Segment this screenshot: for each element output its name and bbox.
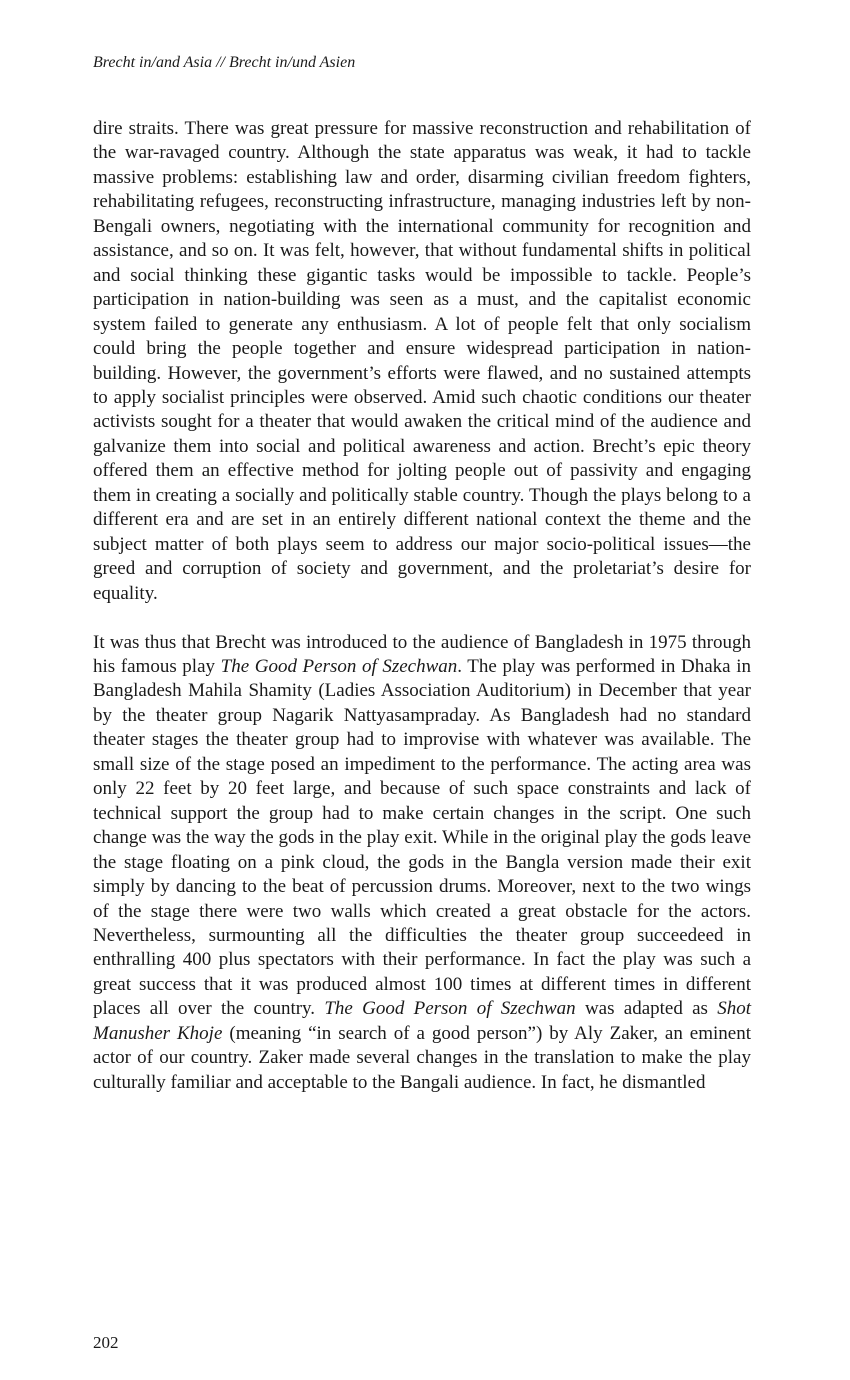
- page-number: 202: [93, 1333, 119, 1352]
- body-text: It was thus that Brecht was introduced to the audience of Bangladesh in 1975 through his famous play: [93, 631, 751, 678]
- page-body: [93, 117, 751, 1095]
- body-text: was adapted as: [575, 998, 718, 1020]
- body-paragraph: dire straits. There was great pressure for massive reconstruction and rehabilitation of the war-ravaged country. Although the state apparatus was weak, it had to tackle massive problems: establishing law and order, disarming civilian freedom fighters, rehabilitating refugees, reconstructing infrastructure, managing industries left by non-Bengali owners, negotiating with the international community for recognition and assistance, and so on. It was felt, however, that without fundamental shifts in political and social thinking these gigantic tasks would be impossible to tackle. People’s participation in nation-building was seen as a must, and the capitalist economic system failed to generate any enthusiasm. A lot of people felt that only socialism could bring the people together and ensure widespread participation in nation-building. However, the government’s efforts were flawed, and no sustained attempts to apply socialist principles were observed. Amid such chaotic conditions our theater activists sought for a theater that would awaken the critical mind of the audience and galvanize them into social and political awareness and action. Brecht’s epic theory offered them an effective method for jolting people out of passivity and engaging them in creating a socially and politically stable country. Though the plays belong to a different era and are set in an entirely different national context the theme and the subject matter of both plays seem to address our major socio-political issues—the greed and corruption of society and government, and the proletariat’s desire for equality.: [93, 118, 751, 604]
- play-title-italic: The Good Person of Szechwan: [220, 656, 458, 678]
- body-paragraph: [93, 631, 751, 1096]
- body-text: . The play was performed in Dhaka in Bangladesh Mahila Shamity (Ladies Association Auditorium) in December that year by the theater group Nagarik Nattyasampraday. As Bangladesh had no standard theater stages the theater group had to improvise with whatever was available. The small size of the stage posed an impediment to the performance. The acting area was only 22 feet by 20 feet large, and because of such space constraints and lack of technical support the group had to make certain changes in the script. One such change was the way the gods in the play exit. While in the original play the gods leave the stage floating on a pink cloud, the gods in the Bangla version made their exit simply by dancing to the beat of percussion drums. Moreover, next to the two wings of the stage there were two walls which created a great obstacle for the actors. Nevertheless, surmounting all the difficulties the theater group succeedeed in enthralling 400 plus spectators with their performance. In fact the play was such a great success that it was produced almost 100 times at different times in different places all over the country.: [93, 656, 751, 1020]
- play-title-italic: The Good Person of Szechwan: [324, 998, 576, 1020]
- body-text: (meaning “in search of a good person”) by Aly Zaker, an eminent actor of our country. Zaker made several changes in the translation to make the play culturally familiar and acceptable to the Bangali audience. In fact, he dismantled: [93, 1022, 751, 1093]
- play-title-italic: Shot Manusher Khoje: [93, 998, 751, 1044]
- running-head: Brecht in/and Asia // Brecht in/und Asien: [93, 54, 356, 71]
